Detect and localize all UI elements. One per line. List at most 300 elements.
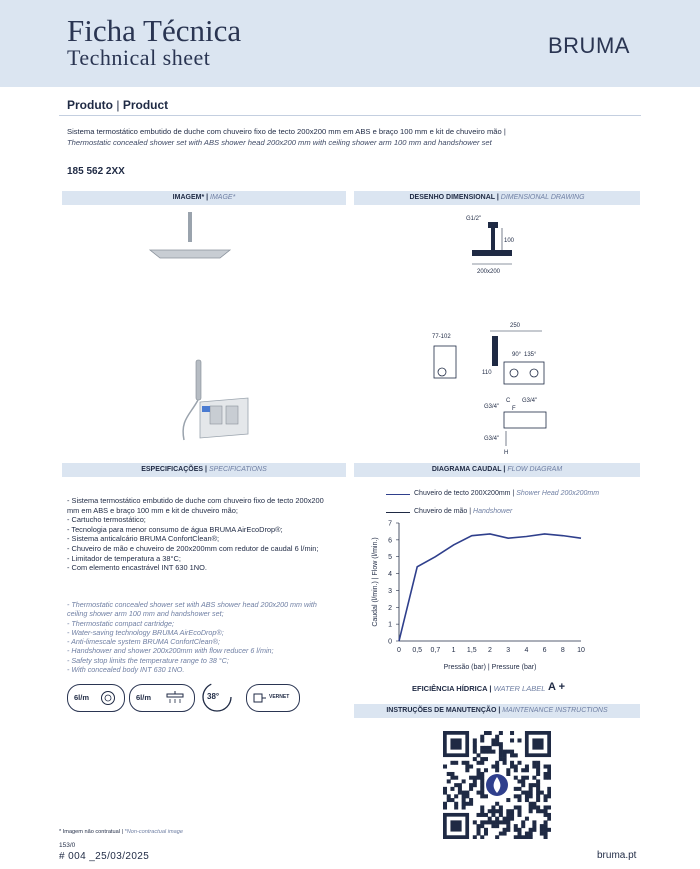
qr-module	[532, 824, 536, 828]
qr-module	[547, 768, 551, 772]
qr-module	[544, 828, 548, 832]
qr-module	[488, 731, 492, 735]
product-image	[140, 210, 260, 460]
qr-module	[480, 791, 484, 795]
qr-module	[469, 787, 473, 791]
rain-shower-icon	[164, 691, 186, 705]
qr-module	[514, 805, 518, 809]
shower-arm	[188, 212, 192, 242]
product-heading-rule	[59, 115, 641, 116]
qr-module	[506, 817, 510, 821]
qr-module	[517, 835, 521, 839]
qr-module	[536, 805, 540, 809]
qr-module	[525, 817, 529, 821]
qr-module	[443, 791, 447, 795]
qr-module	[529, 791, 533, 795]
dim-g34c: G3/4"	[484, 436, 500, 442]
qr-module	[547, 828, 551, 832]
spec-item: - Sistema termostático embutido de duche com chuveiro fixo de tecto 200x200 mm em ABS e braço 100 mm e kit de chuveiro mão;	[67, 496, 324, 515]
qr-module	[499, 746, 503, 750]
qr-module	[532, 805, 536, 809]
spec-item: - Sistema anticalcário BRUMA ConfortClean®;	[67, 534, 220, 544]
qr-module	[540, 824, 544, 828]
qr-module	[499, 731, 503, 735]
section-maintenance-bar: INSTRUÇÕES DE MANUTENÇÃO | MAINTENANCE INSTRUCTIONS	[354, 704, 640, 718]
qr-module	[477, 768, 481, 772]
flow-badge-2-text: 6l/m	[136, 693, 152, 702]
legend-swatch-series2	[386, 512, 410, 513]
qr-module	[488, 820, 492, 824]
qr-module	[450, 772, 454, 776]
qr-module	[544, 809, 548, 813]
section-maint-en: MAINTENANCE INSTRUCTIONS	[502, 707, 608, 714]
section-specs-en: SPECIFICATIONS	[208, 466, 267, 473]
spec-item-en: - Safety stop limits the temperature range to 38 °C;	[67, 655, 229, 665]
qr-module	[529, 794, 533, 798]
footer-page: 153/0	[59, 842, 76, 849]
qr-module	[495, 735, 499, 739]
qr-module	[484, 813, 488, 817]
head-drawing	[472, 250, 512, 256]
qr-module	[465, 791, 469, 795]
qr-module	[517, 798, 521, 802]
qr-module	[517, 805, 521, 809]
knob-left-drawing	[510, 369, 518, 377]
y-tick-label: 4	[388, 571, 392, 579]
spec-item-en: - Anti-limescale system BRUMA ConfortClean®;	[67, 637, 220, 647]
qr-module	[503, 753, 507, 757]
qr-module	[454, 776, 458, 780]
dim-100: 100	[504, 238, 515, 244]
shower-head	[150, 250, 230, 258]
qr-module	[473, 757, 477, 761]
qr-module	[514, 776, 518, 780]
qr-module	[447, 794, 451, 798]
qr-module	[480, 820, 484, 824]
qr-module	[514, 794, 518, 798]
blue-indicator	[202, 406, 210, 412]
qr-module	[532, 802, 536, 806]
qr-module	[491, 750, 495, 754]
footer-website[interactable]: bruma.pt	[597, 850, 637, 861]
qr-module	[469, 783, 473, 787]
qr-module	[532, 765, 536, 769]
qr-module	[491, 805, 495, 809]
qr-module	[514, 828, 518, 832]
qr-module	[544, 765, 548, 769]
qr-module	[536, 761, 540, 765]
qr-module	[454, 805, 458, 809]
qr-module	[480, 835, 484, 839]
qr-module	[547, 817, 551, 821]
qr-module	[462, 779, 466, 783]
dim-90: 90°	[512, 352, 522, 358]
qr-module	[484, 820, 488, 824]
section-image-pt: IMAGEM*	[172, 194, 205, 201]
qr-module	[529, 828, 533, 832]
qr-module	[514, 768, 518, 772]
qr-module	[469, 798, 473, 802]
product-description-pt: Sistema termostático embutido de duche com chuveiro fixo de tecto 200x200 mm em ABS e braço 100 mm e kit de chuveiro mão |	[67, 127, 506, 136]
qr-module	[465, 794, 469, 798]
qr-module	[525, 765, 529, 769]
section-flow-pt: DIAGRAMA CAUDAL	[431, 466, 502, 473]
arm-drawing	[491, 228, 495, 250]
qr-module	[529, 805, 533, 809]
legend-series1-en: Shower Head 200x200mm	[516, 490, 600, 497]
qr-module	[477, 776, 481, 780]
qr-module	[462, 802, 466, 806]
qr-module	[510, 761, 514, 765]
footer-doc-id: # 004 _25/03/2025	[59, 851, 150, 862]
footer-note-pt: * Imagem não contratual	[59, 829, 120, 835]
qr-module	[499, 753, 503, 757]
qr-module	[443, 805, 447, 809]
qr-module	[506, 798, 510, 802]
qr-module	[499, 805, 503, 809]
qr-module	[540, 828, 544, 832]
qr-module	[544, 835, 548, 839]
qr-module	[491, 742, 495, 746]
qr-module	[547, 794, 551, 798]
x-tick-label: 2	[488, 647, 492, 654]
knob-right-drawing	[530, 369, 538, 377]
section-flow-en: FLOW DIAGRAM	[507, 466, 563, 473]
dimensional-drawing	[420, 206, 640, 461]
qr-module	[480, 738, 484, 742]
qr-module	[458, 783, 462, 787]
efficiency-label-pt: EFICIÊNCIA HÍDRICA	[412, 684, 488, 693]
title-pt: Ficha Técnica	[67, 13, 242, 48]
qr-module	[536, 772, 540, 776]
y-tick-label: 3	[388, 587, 392, 595]
qr-module	[529, 787, 533, 791]
qr-module	[532, 783, 536, 787]
qr-module	[484, 757, 488, 761]
dim-110: 110	[482, 370, 492, 376]
vernet-badge	[246, 684, 300, 712]
qr-module	[495, 809, 499, 813]
dim-c: C	[506, 398, 511, 404]
qr-module	[465, 765, 469, 769]
dim-h: H	[504, 450, 509, 456]
qr-module	[510, 753, 514, 757]
qr-module	[506, 809, 510, 813]
qr-module	[510, 809, 514, 813]
cartridge-icon	[252, 691, 266, 705]
qr-module	[517, 809, 521, 813]
qr-module	[525, 794, 529, 798]
spec-item: - Limitador de temperatura a 38°C;	[67, 553, 181, 563]
hose	[183, 400, 198, 440]
qr-module	[495, 824, 499, 828]
qr-module	[517, 794, 521, 798]
footer-note-en: *Non-contractual image	[124, 829, 183, 835]
qr-module	[484, 832, 488, 836]
qr-module	[517, 738, 521, 742]
qr-module	[544, 794, 548, 798]
qr-module	[529, 783, 533, 787]
qr-module	[484, 768, 488, 772]
qr-module	[454, 761, 458, 765]
qr-module	[450, 798, 454, 802]
product-description-en: Thermostatic concealed shower set with ABS shower head 200x200 mm with ceiling shower arm 100 mm and handshower set	[67, 138, 492, 147]
handshower-drawing	[492, 336, 498, 366]
efficiency-value: A +	[548, 681, 566, 693]
qr-module	[517, 832, 521, 836]
legend-series2: Chuveiro de mão | Handshower	[414, 508, 513, 515]
qr-module	[547, 805, 551, 809]
qr-module	[454, 794, 458, 798]
dim-77: 77-102	[432, 334, 451, 340]
qr-module	[495, 742, 499, 746]
qr-module	[503, 828, 507, 832]
spec-item-en: - Thermostatic compact cartridge;	[67, 618, 175, 628]
x-tick-label: 6	[542, 647, 547, 654]
product-code: 185 562 2XX	[67, 166, 125, 177]
qr-module	[521, 776, 525, 780]
separator: |	[116, 98, 120, 112]
dim-250: 250	[510, 323, 521, 329]
qr-module	[495, 802, 499, 806]
qr-module	[458, 791, 462, 795]
product-heading	[67, 98, 168, 112]
qr-module	[465, 802, 469, 806]
qr-module	[495, 817, 499, 821]
spec-item: - Tecnologia para menor consumo de água BRUMA AirEcoDrop®;	[67, 524, 283, 534]
flow-chart	[365, 515, 600, 675]
qr-module	[503, 820, 507, 824]
qr-module	[462, 761, 466, 765]
qr-module	[514, 753, 518, 757]
ceiling-flange	[488, 222, 498, 228]
spec-item-en: - With concealed body INT 630 1NO.	[67, 665, 185, 675]
qr-module	[532, 820, 536, 824]
qr-module	[480, 813, 484, 817]
qr-module	[540, 832, 544, 836]
qr-module	[536, 783, 540, 787]
qr-module	[521, 791, 525, 795]
qr-module	[465, 761, 469, 765]
qr-module	[450, 787, 454, 791]
qr-module	[532, 776, 536, 780]
qr-module	[525, 791, 529, 795]
qr-module	[484, 746, 488, 750]
qr-module	[480, 779, 484, 783]
product-label-pt: Produto	[67, 98, 113, 112]
product-label-en: Product	[122, 98, 169, 112]
body-top-view	[504, 412, 546, 428]
qr-module	[517, 761, 521, 765]
qr-module	[491, 765, 495, 769]
qr-module	[491, 738, 495, 742]
qr-module	[495, 765, 499, 769]
temperature-value: 38°	[207, 692, 220, 701]
legend-series2-en: Handshower	[473, 508, 513, 515]
dim-g34b: G3/4"	[522, 398, 538, 404]
qr-module	[499, 757, 503, 761]
section-specs-pt: ESPECIFICAÇÕES	[141, 466, 204, 473]
qr-module	[510, 731, 514, 735]
qr-module	[491, 824, 495, 828]
qr-module	[506, 820, 510, 824]
qr-module	[462, 791, 466, 795]
specs-list-pt	[67, 496, 337, 573]
qr-module	[484, 828, 488, 832]
efficiency-label-en: WATER LABEL	[493, 684, 546, 693]
qr-module	[544, 805, 548, 809]
qr-module	[491, 809, 495, 813]
qr-module	[506, 772, 510, 776]
x-tick-label: 0,5	[412, 647, 423, 654]
qr-module	[450, 761, 454, 765]
qr-module	[454, 802, 458, 806]
qr-module	[469, 776, 473, 780]
qr-module	[477, 828, 481, 832]
qr-module	[525, 798, 529, 802]
section-flow-bar: DIAGRAMA CAUDAL | FLOW DIAGRAM	[354, 463, 640, 477]
qr-module	[506, 828, 510, 832]
spec-item: - Chuveiro de mão e chuveiro de 200x200mm com redutor de caudal 6 l/min;	[67, 543, 319, 553]
qr-module	[503, 761, 507, 765]
spec-item-en: - Handshower and shower 200x200mm with flow reducer 6 l/min;	[67, 646, 274, 656]
legend-series1: Chuveiro de tecto 200X200mm | Shower Head 200x200mm	[414, 490, 600, 497]
qr-module	[536, 787, 540, 791]
qr-module	[447, 772, 451, 776]
qr-module	[547, 765, 551, 769]
qr-module	[544, 824, 548, 828]
qr-module	[477, 824, 481, 828]
qr-module	[477, 761, 481, 765]
dim-135: 135°	[524, 352, 537, 358]
qr-module	[499, 750, 503, 754]
qr-module	[473, 820, 477, 824]
qr-module	[484, 794, 488, 798]
qr-module	[529, 802, 533, 806]
qr-module	[480, 746, 484, 750]
qr-module	[443, 765, 447, 769]
x-tick-label: 3	[506, 647, 511, 654]
qr-module	[462, 794, 466, 798]
flow-badge-1-text: 6l/m	[74, 693, 90, 702]
qr-module	[495, 761, 499, 765]
qr-module	[480, 750, 484, 754]
qr-module	[540, 791, 544, 795]
section-image-bar: IMAGEM* | IMAGE*	[62, 191, 346, 205]
qr-module	[484, 750, 488, 754]
qr-module	[469, 802, 473, 806]
qr-module	[499, 742, 503, 746]
y-axis-label: Caudal (l/min.) | Flow (l/min.)	[372, 537, 379, 627]
mixer-knob-left	[210, 406, 222, 424]
qr-module	[544, 813, 548, 817]
qr-module	[536, 765, 540, 769]
spec-item: - Com elemento encastrável INT 630 1NO.	[67, 563, 207, 573]
qr-module	[506, 813, 510, 817]
qr-module	[447, 779, 451, 783]
qr-module	[517, 779, 521, 783]
section-maint-pt: INSTRUÇÕES DE MANUTENÇÃO	[386, 707, 497, 714]
qr-module	[473, 779, 477, 783]
qr-module	[532, 828, 536, 832]
qr-module	[510, 813, 514, 817]
qr-module	[450, 776, 454, 780]
qr-module	[503, 832, 507, 836]
qr-module	[480, 761, 484, 765]
mixer-knob-right	[226, 406, 238, 424]
qr-module	[495, 835, 499, 839]
efficiency-label: EFICIÊNCIA HÍDRICA | WATER LABEL	[412, 684, 546, 693]
qr-module	[529, 832, 533, 836]
shower-head-icon	[100, 690, 116, 706]
qr-module	[525, 768, 529, 772]
legend-series1-pt: Chuveiro de tecto 200X200mm	[414, 490, 511, 497]
spec-item: - Cartucho termostático;	[67, 515, 146, 525]
x-tick-label: 0	[397, 647, 401, 654]
y-tick-label: 2	[388, 604, 392, 612]
qr-module	[473, 835, 477, 839]
qr-module	[503, 817, 507, 821]
qr-module	[521, 835, 525, 839]
qr-module	[473, 783, 477, 787]
qr-module	[480, 794, 484, 798]
qr-module	[484, 731, 488, 735]
qr-module	[477, 832, 481, 836]
qr-module	[499, 820, 503, 824]
section-drawing-bar: DESENHO DIMENSIONAL | DIMENSIONAL DRAWING	[354, 191, 640, 205]
qr-module	[510, 750, 514, 754]
maintenance-qr-code[interactable]	[443, 731, 551, 839]
qr-module	[480, 783, 484, 787]
qr-module	[477, 791, 481, 795]
qr-module	[473, 742, 477, 746]
brand-logo: BRUMA	[548, 33, 630, 58]
section-drawing-pt: DESENHO DIMENSIONAL	[409, 194, 495, 201]
spec-item-en: - Thermostatic concealed shower set with ABS shower head 200x200 mm with ceiling shower arm 100 mm and handshower set;	[67, 600, 317, 619]
qr-module	[544, 820, 548, 824]
qr-module	[514, 765, 518, 769]
qr-module	[506, 824, 510, 828]
footer-note: * Imagem não contratual | *Non-contractual image	[59, 829, 183, 835]
qr-module	[473, 746, 477, 750]
qr-module	[503, 750, 507, 754]
qr-module	[547, 813, 551, 817]
specs-list-en	[67, 600, 337, 674]
qr-module	[488, 746, 492, 750]
series-line-1	[399, 534, 581, 641]
qr-module	[521, 768, 525, 772]
qr-module	[480, 809, 484, 813]
y-tick-label: 5	[388, 554, 392, 562]
qr-module	[443, 787, 447, 791]
qr-module	[499, 832, 503, 836]
legend-swatch-series1	[386, 494, 410, 495]
qr-module	[465, 768, 469, 772]
qr-module	[480, 805, 484, 809]
qr-module	[547, 791, 551, 795]
flow-badge-ceiling	[129, 684, 195, 712]
y-tick-label: 7	[388, 520, 392, 528]
dim-f: F	[512, 406, 516, 412]
qr-finder	[450, 738, 461, 749]
qr-module	[521, 820, 525, 824]
qr-module	[517, 813, 521, 817]
qr-module	[499, 809, 503, 813]
qr-module	[477, 813, 481, 817]
legend-series2-pt: Chuveiro de mão	[414, 508, 468, 515]
handshower	[196, 360, 201, 400]
qr-module	[480, 735, 484, 739]
